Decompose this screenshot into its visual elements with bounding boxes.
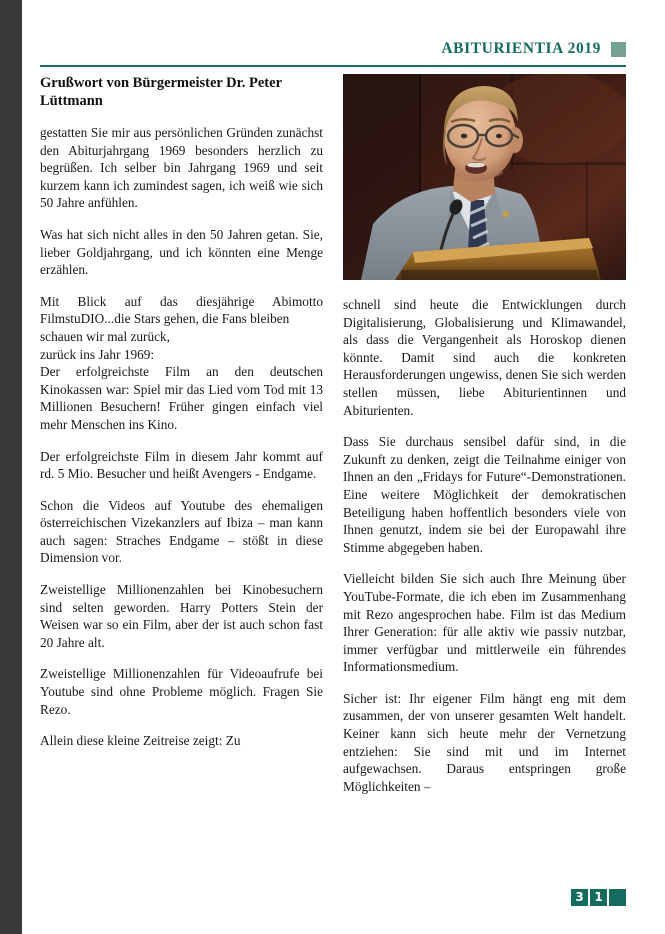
page-number-badge: [571, 889, 626, 906]
page-canvas: [22, 0, 665, 934]
paragraph: Der erfolgreichste Film an den deutschen Kinokassen war: Spiel mir das Lied vom Tod mit 13 Millionen Besuchern! Früher gingen einfach viel mehr Menschen ins Kino.: [40, 364, 323, 432]
paragraph: Was hat sich nicht alles in den 50 Jahren getan. Sie, lieber Goldjahrgang, und ich könnten eine Menge erzählen.: [40, 226, 323, 278]
header-square-marker: [611, 42, 626, 57]
column-right: [343, 74, 626, 795]
paragraph: Vielleicht bilden Sie sich auch Ihre Meinung über YouTube-Formate, die ich eben im Zusammenhang mit Rezo angesprochen habe. Film ist das Medium Ihrer Generation: für alle aktiv wie passiv nutzbar, immer verfügbar und mittlerweile ein führendes Informationsmedium.: [343, 571, 626, 675]
paragraph: Zweistellige Millionenzahlen für Videoaufrufe bei Youtube sind ohne Probleme möglich. Fragen Sie Rezo.: [40, 666, 323, 717]
paragraph: schnell sind heute die Entwicklungen durch Digitalisierung, Globalisierung und Klimawandel, als dass die Vergangenheit als Horoskop dienen könnte. Damit sind auch die konkreten Herausforderungen ungewiss, denen Sie sich werden stellen müssen, liebe Abiturientinnen und Abiturienten.: [343, 297, 626, 418]
column-left: [40, 74, 323, 750]
page-badge-square: [609, 889, 626, 906]
page-digit: 3: [571, 889, 588, 906]
paragraph: Der erfolgreichste Film in diesem Jahr kommt auf rd. 5 Mio. Besucher und heißt Avengers - Endgame.: [40, 448, 323, 482]
paragraph: Sicher ist: Ihr eigener Film hängt eng mit dem zusammen, der von unserer gesamten Welt handelt. Keiner kann sich heute mehr der Vernetzung entziehen: Sie sind mit und im Internet aufgewachsen. Daraus entspringen große Möglichkeiten –: [343, 690, 626, 794]
paragraph: Zweistellige Millionenzahlen bei Kinobesuchern sind selten geworden. Harry Potters Stein der Weisen war so ein Film, aber der ist auch schon fast 20 Jahre alt.: [40, 582, 323, 650]
header-divider: [40, 65, 626, 67]
paragraph: schauen wir mal zurück,: [40, 328, 170, 344]
article-title: Grußwort von Bürgermeister Dr. Peter Lüttmann: [40, 75, 282, 109]
page-title: ABITURIENTIA 2019: [441, 40, 601, 57]
paragraph: gestatten Sie mir aus persönlichen Gründen zunächst den Abiturjahrgang 1969 besonders herzlich zu begrüßen. Ich selber bin Jahrgang 1969 und seit kurzem kann ich zumindest sagen, ich weiß wie sich 50 Jahre anfühlen.: [40, 125, 323, 211]
binding-edge: [0, 0, 22, 934]
paragraph: Schon die Videos auf Youtube des ehemaligen österreichischen Vizekanzlers auf Ibiza – man kann auch sagen: Straches Endgame – stößt in diese Dimension vor.: [40, 497, 323, 566]
paragraph: Allein diese kleine Zeitreise zeigt: Zu: [40, 733, 241, 749]
page-digit: 1: [590, 889, 607, 906]
paragraph: Dass Sie durchaus sensibel dafür sind, in die Zukunft zu denken, zeigt die Teilnahme einiger von Ihnen an den „Fridays for Future“-Demonstrationen. Eine weitere Möglichkeit der demokratischen Beteiligung haben hoffentlich besonders viele von Ihnen genutzt, indem sie bei der Europawahl ihre Stimme abgegeben haben.: [343, 434, 626, 555]
article-columns: [40, 74, 626, 874]
paragraph: zurück ins Jahr 1969:: [40, 346, 155, 362]
speaker-photo: [343, 74, 626, 280]
paragraph: Mit Blick auf das diesjährige Abimotto FilmstuDIO...die Stars gehen, die Fans bleiben: [40, 293, 323, 327]
page-header: [40, 38, 626, 68]
speaker-photo-image: [343, 74, 626, 280]
